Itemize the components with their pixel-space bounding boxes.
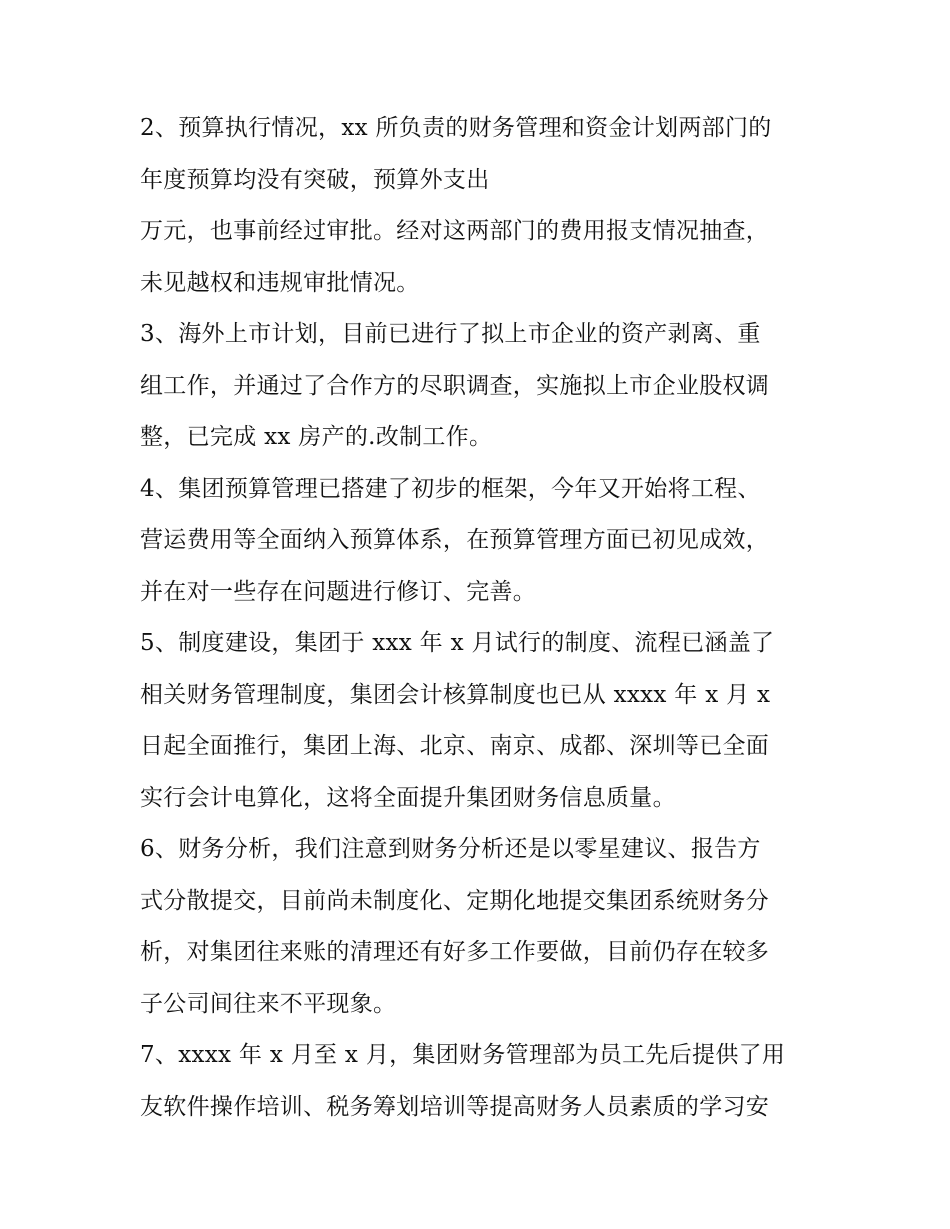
- text-line: 日起全面推行，集团上海、北京、南京、成都、深圳等已全面: [140, 733, 770, 759]
- text-line: 实行会计电算化，这将全面提升集团财务信息质量。: [140, 784, 676, 811]
- document-body: [140, 103, 820, 1133]
- text-line: 子公司间往来不平现象。: [140, 990, 397, 1017]
- text-line: 组工作，并通过了合作方的尽职调查，实施拟上市企业股权调: [140, 372, 770, 399]
- text-line: 万元，也事前经过审批。经对这两部门的费用报支情况抽查，: [140, 218, 770, 244]
- text-line: 5、制度建设，集团于 xxx 年 x 月试行的制度、流程已涵盖了: [140, 630, 775, 656]
- text-line: 6、财务分析，我们注意到财务分析还是以零星建议、报告方: [140, 836, 761, 862]
- text-line: 相关财务管理制度，集团会计核算制度也已从 xxxx 年 x 月 x: [140, 681, 771, 708]
- text-line: 未见越权和违规审批情况。: [140, 269, 420, 296]
- text-line: 式分散提交，目前尚未制度化、定期化地提交集团系统财务分: [140, 887, 770, 914]
- text-line: 4、集团预算管理已搭建了初步的框架，今年又开始将工程、: [140, 475, 761, 502]
- text-line: 析，对集团往来账的清理还有好多工作要做，目前仍存在较多: [140, 939, 770, 965]
- text-line: 2、预算执行情况，xx 所负责的财务管理和资金计划两部门的: [140, 115, 772, 141]
- text-line: 营运费用等全面纳入预算体系，在预算管理方面已初见成效，: [140, 527, 770, 553]
- text-line: 友软件操作培训、税务筹划培训等提高财务人员素质的学习安: [140, 1093, 770, 1120]
- text-line: 并在对一些存在问题进行修订、完善。: [140, 578, 537, 605]
- text-line: 7、xxxx 年 x 月至 x 月，集团财务管理部为员工先后提供了用: [140, 1042, 786, 1068]
- text-line: 整，已完成 xx 房产的.改制工作。: [140, 424, 493, 450]
- text-line: 3、海外上市计划，目前已进行了拟上市企业的资产剥离、重: [140, 321, 761, 347]
- text-line: 年度预算均没有突破，预算外支出: [140, 166, 490, 193]
